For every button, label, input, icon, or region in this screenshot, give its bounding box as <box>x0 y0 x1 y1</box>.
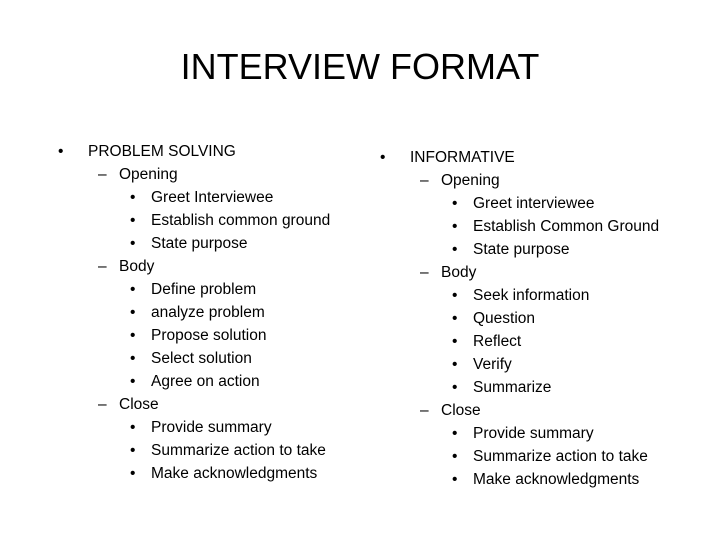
list-item <box>58 347 358 370</box>
list-item-text: Greet Interviewee <box>151 189 274 206</box>
bullet-icon: • <box>452 195 458 212</box>
section-label: Close <box>119 396 159 413</box>
list-item-text: Provide summary <box>473 425 594 442</box>
list-item-text: Select solution <box>151 350 252 367</box>
list-item-text: Summarize action to take <box>151 442 326 459</box>
bullet-icon: • <box>452 333 458 350</box>
list-item-text: Provide summary <box>151 419 272 436</box>
list-item <box>380 307 700 330</box>
list-item-text: Seek information <box>473 287 590 304</box>
list-item-text: analyze problem <box>151 304 265 321</box>
bullet-icon: • <box>452 287 458 304</box>
column-heading-row <box>58 140 358 163</box>
section-row <box>380 261 700 284</box>
list-item <box>58 232 358 255</box>
list-item-text: Greet interviewee <box>473 195 595 212</box>
list-item-text: Reflect <box>473 333 522 350</box>
dash-icon: – <box>420 172 429 189</box>
list-item-text: Define problem <box>151 281 257 298</box>
section-row <box>380 399 700 422</box>
section-row <box>58 163 358 186</box>
list-item-text: Make acknowledgments <box>151 465 318 482</box>
list-item-text: State purpose <box>473 241 570 258</box>
bullet-icon: • <box>130 419 136 436</box>
list-item <box>58 301 358 324</box>
bullet-icon: • <box>130 442 136 459</box>
list-item <box>58 416 358 439</box>
section-label: Opening <box>119 166 178 183</box>
dash-icon: – <box>98 258 107 275</box>
bullet-icon: • <box>452 218 458 235</box>
list-item <box>380 284 700 307</box>
bullet-icon: • <box>452 448 458 465</box>
column-heading-row <box>380 146 700 169</box>
slide-title: INTERVIEW FORMAT <box>180 46 540 87</box>
list-item <box>380 192 700 215</box>
bullet-icon: • <box>452 379 458 396</box>
list-item <box>58 324 358 347</box>
list-item-text: Agree on action <box>151 373 260 390</box>
bullet-icon: • <box>452 425 458 442</box>
list-item <box>58 370 358 393</box>
section-label: Body <box>119 258 155 275</box>
list-item-text: State purpose <box>151 235 248 252</box>
problem-solving-column <box>58 140 358 485</box>
list-item <box>58 462 358 485</box>
list-item-text: Make acknowledgments <box>473 471 640 488</box>
informative-column <box>380 146 700 491</box>
list-item <box>380 238 700 261</box>
bullet-icon: • <box>130 373 136 390</box>
list-item-text: Establish common ground <box>151 212 331 229</box>
column-heading: INFORMATIVE <box>410 149 515 166</box>
bullet-icon: • <box>130 465 136 482</box>
list-item <box>380 468 700 491</box>
bullet-icon: • <box>130 350 136 367</box>
section-label: Opening <box>441 172 500 189</box>
section-label: Body <box>441 264 477 281</box>
list-item-text: Propose solution <box>151 327 267 344</box>
list-item <box>58 186 358 209</box>
list-item-text: Question <box>473 310 536 327</box>
bullet-icon: • <box>452 310 458 327</box>
section-row <box>380 169 700 192</box>
dash-icon: – <box>420 402 429 419</box>
bullet-icon: • <box>58 143 64 160</box>
list-item <box>380 422 700 445</box>
bullet-icon: • <box>130 304 136 321</box>
column-heading: PROBLEM SOLVING <box>88 143 236 160</box>
dash-icon: – <box>420 264 429 281</box>
list-item-text: Summarize <box>473 379 552 396</box>
list-item <box>380 353 700 376</box>
list-item-text: Verify <box>473 356 512 373</box>
bullet-icon: • <box>130 189 136 206</box>
list-item <box>58 439 358 462</box>
list-item <box>380 330 700 353</box>
bullet-icon: • <box>452 356 458 373</box>
list-item <box>380 376 700 399</box>
section-row <box>58 255 358 278</box>
section-row <box>58 393 358 416</box>
dash-icon: – <box>98 396 107 413</box>
bullet-icon: • <box>380 149 386 166</box>
bullet-icon: • <box>130 281 136 298</box>
list-item <box>58 278 358 301</box>
bullet-icon: • <box>130 212 136 229</box>
list-item <box>380 215 700 238</box>
list-item <box>380 445 700 468</box>
list-item <box>58 209 358 232</box>
section-label: Close <box>441 402 481 419</box>
bullet-icon: • <box>452 241 458 258</box>
bullet-icon: • <box>130 235 136 252</box>
list-item-text: Summarize action to take <box>473 448 648 465</box>
list-item-text: Establish Common Ground <box>473 218 660 235</box>
dash-icon: – <box>98 166 107 183</box>
bullet-icon: • <box>452 471 458 488</box>
bullet-icon: • <box>130 327 136 344</box>
